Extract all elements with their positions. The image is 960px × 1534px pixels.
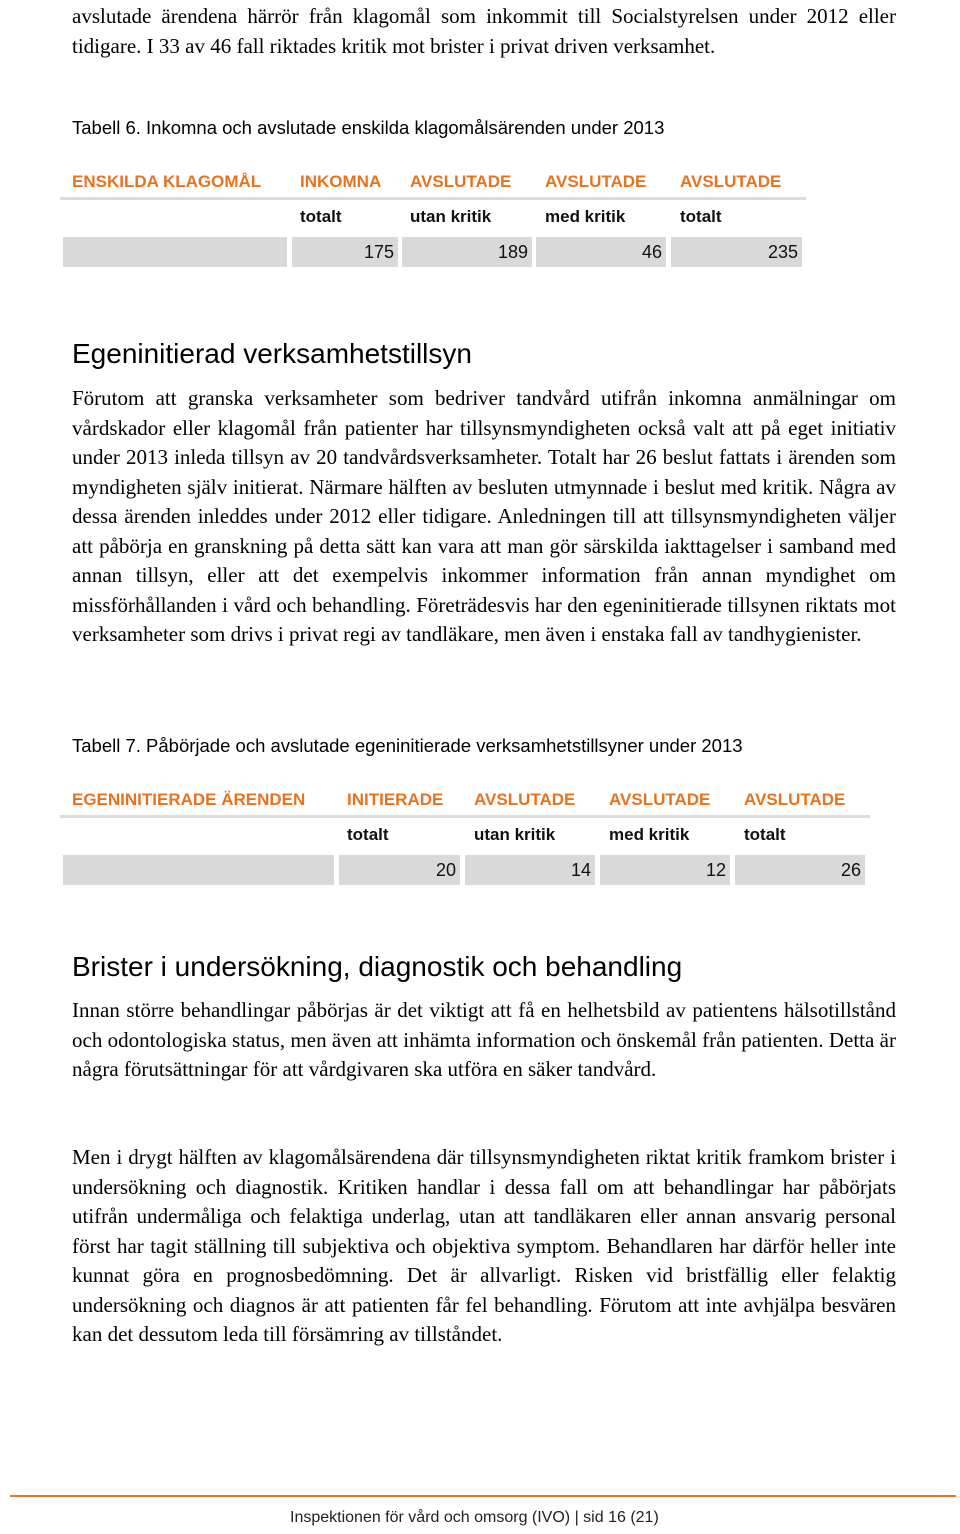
table7-subheader-1: totalt <box>347 825 389 844</box>
table7-header-3: AVSLUTADE <box>609 790 711 809</box>
table6-cell-4: 235 <box>671 237 802 267</box>
section-heading-egeninitierad: Egeninitierad verksamhetstillsyn <box>72 338 472 369</box>
table7-subheader-2: utan kritik <box>474 825 556 844</box>
table6-cell-3: 46 <box>536 237 666 267</box>
page-footer: Inspektionen för vård och omsorg (IVO) | sid 16 (21) <box>290 1509 659 1526</box>
table7-cell-3: 12 <box>600 855 730 885</box>
table6-header-0: ENSKILDA KLAGOMÅL <box>72 172 262 191</box>
table6-subheader-4: totalt <box>680 207 722 226</box>
table6-header-1: INKOMNA <box>300 172 382 191</box>
table7-subheader-4: totalt <box>744 825 786 844</box>
table6-subheader-2: utan kritik <box>410 207 492 226</box>
section-heading-brister: Brister i undersökning, diagnostik och behandling <box>72 951 683 982</box>
table6-caption: Tabell 6. Inkomna och avslutade enskilda klagomålsärenden under 2013 <box>72 117 665 138</box>
footer-rule <box>10 1495 956 1497</box>
table7-cell-0 <box>63 855 334 885</box>
table6-subheader-1: totalt <box>300 207 342 226</box>
table7-subheader-3: med kritik <box>609 825 690 844</box>
table7-header-1: INITIERADE <box>347 790 444 809</box>
section2-paragraph-2: Men i drygt hälften av klagomålsärendena där tillsynsmyndigheten riktat kritik framkom brister i undersökning och diagnostik. Kritiken handlar i dessa fall om att behandlingar har påbörjats utifrån undermåliga och felaktiga underlag, utan att tandläkaren eller annan ansvarig personal först har tagit ställning till subjektiva och objektiva symptom. Behandlaren har därför heller inte kunnat göra en prognosbedömning. Det är allvarligt. Risken vid bristfällig eller felaktig undersökning och diagnos är att patienten får fel behandling. Förutom att inte avhjälpa besvären kan det dessutom leda till försämring av tillståndet. <box>72 1145 896 1346</box>
table6-cell-2: 189 <box>402 237 532 267</box>
table6-header-rule <box>60 197 806 200</box>
table6-header-2: AVSLUTADE <box>410 172 512 191</box>
table6-header-4: AVSLUTADE <box>680 172 782 191</box>
table6-subheader-3: med kritik <box>545 207 626 226</box>
table7-header-0: EGENINITIERADE ÄRENDEN <box>72 790 306 809</box>
table7-cell-4: 26 <box>735 855 865 885</box>
table7-header-2: AVSLUTADE <box>474 790 576 809</box>
table7-cell-2: 14 <box>465 855 595 885</box>
intro-paragraph: avslutade ärendena härrör från klagomål som inkommit till Socialstyrelsen under 2012 eller tidigare. I 33 av 46 fall riktades kritik mot brister i privat driven verksamhet. <box>72 4 896 58</box>
section1-paragraph: Förutom att granska verksamheter som bedriver tandvård utifrån inkomna anmälningar om vårdskador eller klagomål från patienter har tillsynsmyndigheten också valt att på eget initiativ under 2013 inleda tillsyn av 20 tandvårdsverksamheter. Totalt har 26 beslut fattats i ärenden som myndigheten själv initierat. Närmare hälften av besluten utmynnade i beslut med kritik. Några av dessa ärenden inleddes under 2012 eller tidigare. Anledningen till att tillsynsmyndigheten väljer att påbörja en granskning på detta sätt kan vara att man gör särskilda iakttagelser i samband med annan tillsyn, eller att det exempelvis inkommer information från annan myndighet om missförhållanden i vård och behandling. Företrädesvis har den egeninitierade tillsynen riktats mot verksamheter som drivs i privat regi av tandläkare, men även i enstaka fall av tandhygienister. <box>72 386 896 646</box>
table6-cell-1: 175 <box>292 237 398 267</box>
table7-header-4: AVSLUTADE <box>744 790 846 809</box>
table7-header-rule <box>60 815 870 818</box>
section2-paragraph-1: Innan större behandlingar påbörjas är det viktigt att få en helhetsbild av patientens hälsotillstånd och odontologiska status, men även att inhämta information och önskemål från patienten. Detta är några förutsättningar för att vårdgivaren ska utföra en säker tandvård. <box>72 998 896 1081</box>
table6-cell-0 <box>63 237 287 267</box>
table7-caption: Tabell 7. Påbörjade och avslutade egeninitierade verksamhetstillsyner under 2013 <box>72 735 743 756</box>
table6-header-3: AVSLUTADE <box>545 172 647 191</box>
table7-cell-1: 20 <box>339 855 460 885</box>
